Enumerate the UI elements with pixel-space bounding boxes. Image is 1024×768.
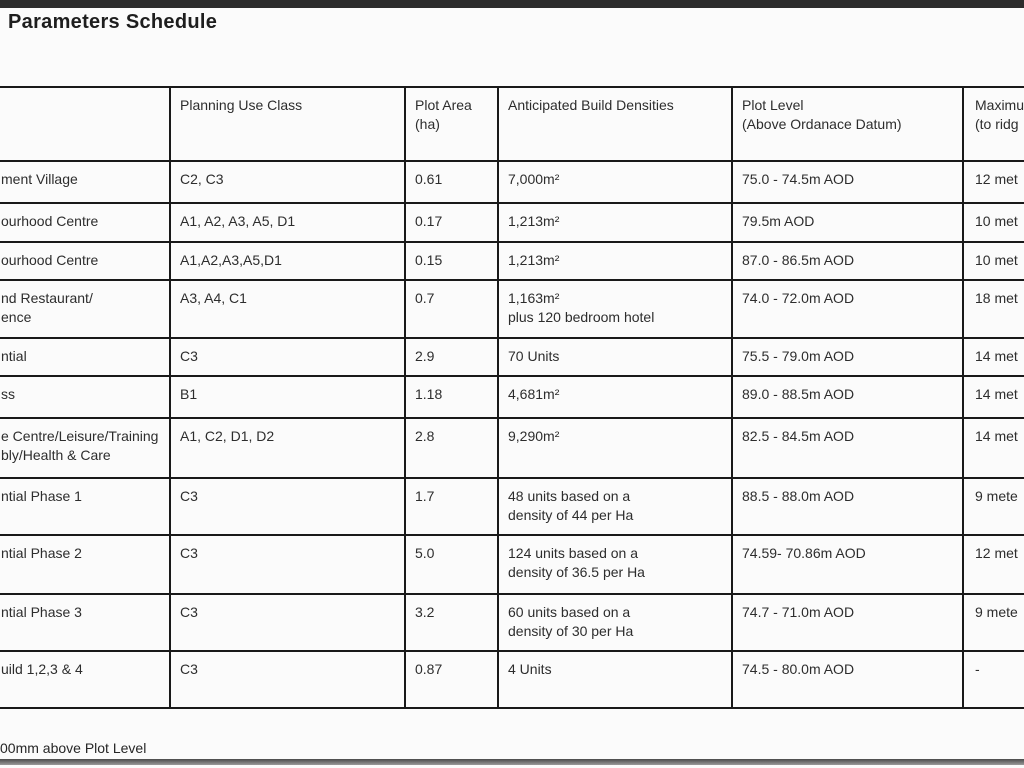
table-cell: [963, 535, 1024, 594]
cell-line: 4,681m²: [508, 386, 560, 402]
table-cell: [405, 418, 498, 478]
table-cell: [405, 203, 498, 242]
table-cell: [498, 161, 732, 203]
table-cell: [170, 338, 405, 376]
table-row: [0, 376, 1024, 418]
page-title: Parameters Schedule: [8, 11, 218, 33]
table-cell: [498, 376, 732, 418]
cell-line: 82.5 - 84.5m AOD: [742, 428, 855, 444]
table-cell: [170, 376, 405, 418]
table-cell: [732, 535, 963, 594]
cell-line: B1: [180, 386, 198, 402]
cell-line: ntial: [1, 348, 27, 364]
cell-line: 12 met: [975, 171, 1018, 187]
table-row: [0, 338, 1024, 376]
cell-line: 88.5 - 88.0m AOD: [742, 488, 855, 504]
cell-line: density of 30 per Ha: [508, 623, 634, 639]
table-cell: [963, 376, 1024, 418]
table-cell: [405, 594, 498, 651]
cell-line: 1.18: [415, 386, 443, 402]
table-cell: [732, 338, 963, 376]
cell-line: 9 mete: [975, 604, 1018, 620]
table-row: [0, 161, 1024, 203]
cell-line: 1.7: [415, 488, 435, 504]
table-cell: [963, 651, 1024, 708]
table-cell: [170, 535, 405, 594]
cell-line: 70 Units: [508, 348, 560, 364]
header-cell: [963, 87, 1024, 161]
header-cell: [0, 87, 170, 161]
header-cell-line: Maximu: [975, 97, 1024, 113]
cell-line: 79.5m AOD: [742, 213, 815, 229]
table-cell: [963, 478, 1024, 535]
top-bar: [0, 0, 1024, 8]
bottom-rule: [0, 759, 1024, 765]
cell-line: 74.7 - 71.0m AOD: [742, 604, 855, 620]
cell-line: 48 units based on a: [508, 488, 631, 504]
cell-line: 3.2: [415, 604, 435, 620]
cell-line: 60 units based on a: [508, 604, 631, 620]
table-cell: [0, 161, 170, 203]
cell-line: 7,000m²: [508, 171, 560, 187]
header-cell-line: (to ridg: [975, 116, 1019, 132]
table-cell: [405, 338, 498, 376]
footer-note: 00mm above Plot Level: [0, 740, 147, 756]
table-cell: [732, 203, 963, 242]
cell-line: 74.0 - 72.0m AOD: [742, 290, 855, 306]
cell-line: A1,A2,A3,A5,D1: [180, 252, 282, 268]
table-cell: [732, 280, 963, 338]
table-cell: [0, 203, 170, 242]
table-cell: [170, 203, 405, 242]
cell-line: 0.15: [415, 252, 443, 268]
table-cell: [170, 478, 405, 535]
cell-line: 87.0 - 86.5m AOD: [742, 252, 855, 268]
cell-line: 1,163m²: [508, 290, 560, 306]
cell-line: 0.61: [415, 171, 443, 187]
table-cell: [963, 280, 1024, 338]
cell-line: 12 met: [975, 545, 1018, 561]
table-cell: [405, 280, 498, 338]
cell-line: C2, C3: [180, 171, 224, 187]
table-cell: [170, 161, 405, 203]
cell-line: 75.5 - 79.0m AOD: [742, 348, 855, 364]
table-cell: [0, 338, 170, 376]
cell-line: ment Village: [1, 171, 78, 187]
table-row: [0, 418, 1024, 478]
table-cell: [498, 651, 732, 708]
cell-line: 9,290m²: [508, 428, 560, 444]
cell-line: 89.0 - 88.5m AOD: [742, 386, 855, 402]
table-cell: [732, 651, 963, 708]
cell-line: plus 120 bedroom hotel: [508, 309, 655, 325]
table-row: [0, 203, 1024, 242]
cell-line: C3: [180, 488, 198, 504]
cell-line: 9 mete: [975, 488, 1018, 504]
cell-line: C3: [180, 545, 198, 561]
cell-line: ourhood Centre: [1, 252, 99, 268]
table-cell: [0, 418, 170, 478]
header-cell: [498, 87, 732, 161]
cell-line: 2.8: [415, 428, 435, 444]
cell-line: ourhood Centre: [1, 213, 99, 229]
cell-line: 75.0 - 74.5m AOD: [742, 171, 855, 187]
cell-line: -: [975, 661, 980, 677]
table-cell: [498, 203, 732, 242]
cell-line: 18 met: [975, 290, 1018, 306]
cell-line: 0.7: [415, 290, 435, 306]
cell-line: 124 units based on a: [508, 545, 638, 561]
table-cell: [170, 418, 405, 478]
table-cell: [0, 651, 170, 708]
header-cell: [732, 87, 963, 161]
cell-line: bly/Health & Care: [1, 447, 111, 463]
table-cell: [498, 594, 732, 651]
table-cell: [170, 242, 405, 280]
cell-line: ntial Phase 1: [1, 488, 82, 504]
header-cell-line: Planning Use Class: [180, 97, 303, 113]
table-cell: [732, 376, 963, 418]
table-cell: [170, 651, 405, 708]
cell-line: A3, A4, C1: [180, 290, 247, 306]
table-cell: [0, 535, 170, 594]
table-cell: [405, 376, 498, 418]
table-cell: [732, 242, 963, 280]
cell-line: 0.87: [415, 661, 443, 677]
table-row: [0, 594, 1024, 651]
table-cell: [963, 418, 1024, 478]
table-row: [0, 280, 1024, 338]
cell-line: ence: [1, 309, 32, 325]
table-body: [0, 161, 1024, 708]
table-cell: [0, 594, 170, 651]
header-cell-line: Plot Area: [415, 97, 472, 113]
table-cell: [498, 418, 732, 478]
table-cell: [732, 418, 963, 478]
cell-line: 0.17: [415, 213, 443, 229]
cell-line: C3: [180, 348, 198, 364]
cell-line: ntial Phase 2: [1, 545, 82, 561]
cell-line: 74.59- 70.86m AOD: [742, 545, 866, 561]
cell-line: ss: [1, 386, 15, 402]
cell-line: uild 1,2,3 & 4: [1, 661, 83, 677]
cell-line: e Centre/Leisure/Training: [1, 428, 159, 444]
header-cell-line: (ha): [415, 116, 440, 132]
table-row: [0, 535, 1024, 594]
table-row: [0, 478, 1024, 535]
table-row: [0, 242, 1024, 280]
cell-line: density of 44 per Ha: [508, 507, 634, 523]
header-cell-line: Plot Level: [742, 97, 804, 113]
table-cell: [170, 594, 405, 651]
table-cell: [498, 338, 732, 376]
cell-line: 10 met: [975, 252, 1018, 268]
table-cell: [498, 280, 732, 338]
table-cell: [0, 280, 170, 338]
table-cell: [732, 478, 963, 535]
table-cell: [498, 478, 732, 535]
cell-line: 1,213m²: [508, 213, 560, 229]
header-row: [0, 87, 1024, 161]
cell-line: A1, C2, D1, D2: [180, 428, 275, 444]
cell-line: nd Restaurant/: [1, 290, 93, 306]
table-cell: [732, 594, 963, 651]
header-cell: [170, 87, 405, 161]
table-cell: [963, 594, 1024, 651]
parameters-table: [0, 86, 1024, 709]
table-cell: [963, 203, 1024, 242]
table-cell: [0, 478, 170, 535]
table-cell: [405, 242, 498, 280]
cell-line: 5.0: [415, 545, 435, 561]
table-cell: [405, 161, 498, 203]
cell-line: ntial Phase 3: [1, 604, 82, 620]
table-cell: [405, 478, 498, 535]
table-cell: [963, 161, 1024, 203]
cell-line: 1,213m²: [508, 252, 560, 268]
cell-line: 10 met: [975, 213, 1018, 229]
cell-line: 14 met: [975, 386, 1018, 402]
table-cell: [405, 535, 498, 594]
parameters-table-wrap: [0, 86, 1024, 712]
cell-line: 14 met: [975, 348, 1018, 364]
table-cell: [498, 535, 732, 594]
table-cell: [963, 338, 1024, 376]
cell-line: 74.5 - 80.0m AOD: [742, 661, 855, 677]
table-cell: [963, 242, 1024, 280]
header-cell-line: (Above Ordanace Datum): [742, 116, 902, 132]
cell-line: C3: [180, 604, 198, 620]
table-row: [0, 651, 1024, 708]
table-cell: [405, 651, 498, 708]
cell-line: 4 Units: [508, 661, 552, 677]
cell-line: 14 met: [975, 428, 1018, 444]
table-cell: [732, 161, 963, 203]
table-cell: [170, 280, 405, 338]
cell-line: 2.9: [415, 348, 435, 364]
header-cell: [405, 87, 498, 161]
cell-line: density of 36.5 per Ha: [508, 564, 645, 580]
table-cell: [0, 376, 170, 418]
table-cell: [0, 242, 170, 280]
cell-line: C3: [180, 661, 198, 677]
cell-line: A1, A2, A3, A5, D1: [180, 213, 296, 229]
header-cell-line: Anticipated Build Densities: [508, 97, 674, 113]
table-cell: [498, 242, 732, 280]
